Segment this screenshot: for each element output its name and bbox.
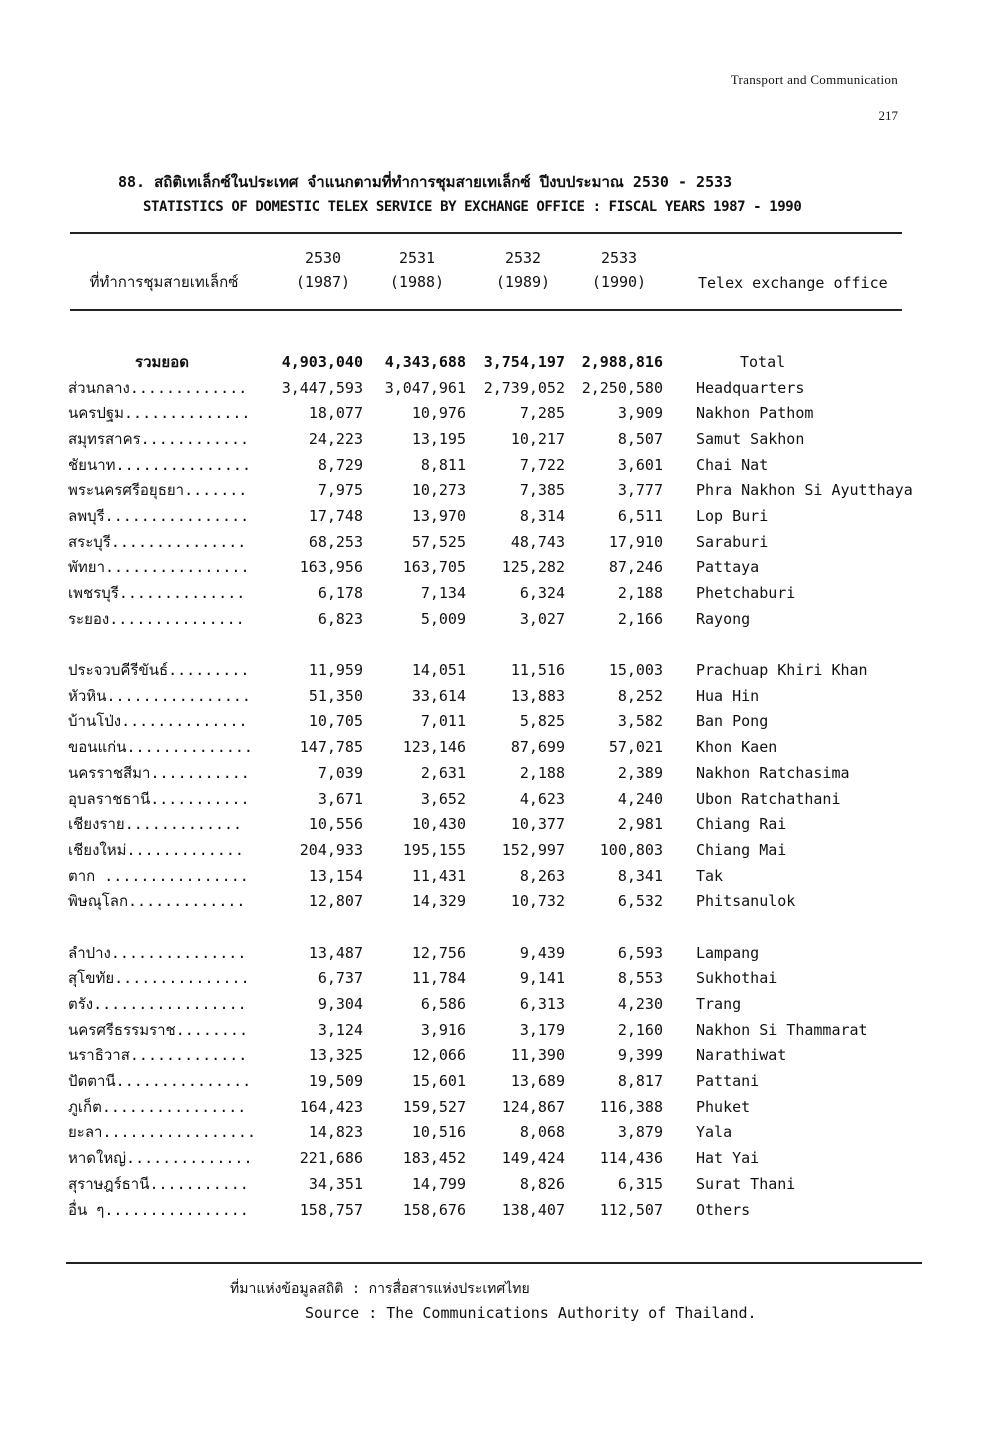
cell-english-office: Saraburi xyxy=(696,532,769,551)
col-header-thai: ที่ทำการชุมสายเทเล็กซ์ xyxy=(89,273,239,291)
cell-value-2: 13,970 xyxy=(411,506,466,525)
cell-value-1: 13,325 xyxy=(308,1046,363,1065)
cell-value-2: 3,916 xyxy=(420,1020,466,1039)
cell-english-office: Chiang Mai xyxy=(696,840,787,859)
cell-thai-office: ยะลา................. xyxy=(68,1123,256,1142)
top-rule xyxy=(70,232,902,234)
cell-value-4: 2,160 xyxy=(617,1020,663,1039)
cell-english-office: Trang xyxy=(696,995,742,1014)
bottom-rule xyxy=(66,1262,922,1264)
cell-value-2: 14,051 xyxy=(411,661,466,680)
cell-value-2: 2,631 xyxy=(420,763,466,782)
cell-value-3: 5,825 xyxy=(519,712,565,731)
cell-value-2: 8,811 xyxy=(420,455,466,474)
col-header-english: Telex exchange office xyxy=(698,274,888,292)
table-row xyxy=(58,503,980,529)
cell-value-2: 10,430 xyxy=(411,815,466,834)
cell-value-3: 8,826 xyxy=(519,1174,565,1193)
cell-value-2: 3,047,961 xyxy=(384,378,466,397)
table-title-english: STATISTICS OF DOMESTIC TELEX SERVICE BY EXCHANGE OFFICE : FISCAL YEARS 1987 - 1990 xyxy=(143,199,802,215)
cell-english-office: Sukhothai xyxy=(696,969,778,988)
cell-value-4: 2,988,816 xyxy=(581,352,663,371)
cell-english-office: Yala xyxy=(696,1123,733,1142)
cell-value-4: 3,601 xyxy=(617,455,663,474)
table-row xyxy=(58,991,980,1017)
table-row xyxy=(58,863,980,889)
cell-english-office: Total xyxy=(740,352,786,371)
cell-value-1: 147,785 xyxy=(299,738,363,757)
cell-value-3: 2,739,052 xyxy=(483,378,565,397)
cell-value-4: 100,803 xyxy=(599,840,663,859)
cell-value-2: 123,146 xyxy=(402,738,466,757)
cell-value-1: 51,350 xyxy=(308,686,363,705)
cell-value-4: 6,593 xyxy=(617,943,663,962)
cell-value-1: 158,757 xyxy=(299,1200,363,1219)
cell-value-3: 11,516 xyxy=(510,661,565,680)
cell-value-4: 8,341 xyxy=(617,866,663,885)
cell-value-4: 6,532 xyxy=(617,892,663,911)
cell-value-1: 12,807 xyxy=(308,892,363,911)
cell-thai-office: อุบลราชธานี........... xyxy=(68,789,250,808)
cell-english-office: Phetchaburi xyxy=(696,584,796,603)
cell-value-2: 12,756 xyxy=(411,943,466,962)
cell-english-office: Prachuap Khiri Khan xyxy=(696,661,868,680)
table-row xyxy=(58,657,980,683)
cell-value-1: 19,509 xyxy=(308,1072,363,1091)
cell-value-3: 8,314 xyxy=(519,506,565,525)
cell-value-3: 7,385 xyxy=(519,481,565,500)
cell-english-office: Phitsanulok xyxy=(696,892,796,911)
cell-thai-office: บ้านโป่ง.............. xyxy=(68,712,248,731)
cell-value-2: 7,134 xyxy=(420,584,466,603)
col-header-year-3: 2532 (1989) xyxy=(495,249,551,291)
cell-value-4: 2,188 xyxy=(617,584,663,603)
cell-value-3: 152,997 xyxy=(501,840,565,859)
cell-value-4: 114,436 xyxy=(599,1149,663,1168)
cell-value-3: 11,390 xyxy=(510,1046,565,1065)
cell-thai-office: ลพบุรี................ xyxy=(68,506,250,525)
cell-value-1: 204,933 xyxy=(299,840,363,859)
cell-value-3: 6,324 xyxy=(519,584,565,603)
cell-value-4: 17,910 xyxy=(608,532,663,551)
cell-thai-office: เชียงราย............. xyxy=(68,815,243,834)
cell-value-2: 14,799 xyxy=(411,1174,466,1193)
table-row xyxy=(58,529,980,555)
cell-value-4: 3,582 xyxy=(617,712,663,731)
cell-value-1: 68,253 xyxy=(308,532,363,551)
table-row xyxy=(58,709,980,735)
cell-value-3: 124,867 xyxy=(501,1097,565,1116)
cell-thai-office: ชัยนาท............... xyxy=(68,455,251,474)
cell-value-4: 116,388 xyxy=(599,1097,663,1116)
cell-value-1: 6,178 xyxy=(317,584,363,603)
cell-value-1: 17,748 xyxy=(308,506,363,525)
cell-value-2: 10,976 xyxy=(411,404,466,423)
total-row xyxy=(58,349,980,375)
table-row xyxy=(58,888,980,914)
cell-english-office: Nakhon Ratchasima xyxy=(696,763,850,782)
cell-thai-office: หัวหิน................ xyxy=(68,686,251,705)
table-row xyxy=(58,580,980,606)
cell-value-3: 149,424 xyxy=(501,1149,565,1168)
cell-value-1: 14,823 xyxy=(308,1123,363,1142)
cell-value-4: 4,230 xyxy=(617,995,663,1014)
cell-thai-office: พระนครศรีอยุธยา....... xyxy=(68,481,248,500)
cell-value-3: 7,285 xyxy=(519,404,565,423)
cell-value-4: 8,252 xyxy=(617,686,663,705)
cell-thai-office: หาดใหญ่.............. xyxy=(68,1149,253,1168)
cell-thai-office: สุโขทัย............... xyxy=(68,969,250,988)
cell-value-1: 164,423 xyxy=(299,1097,363,1116)
group-spacer xyxy=(58,914,980,940)
cell-english-office: Ubon Ratchathani xyxy=(696,789,841,808)
cell-value-1: 11,959 xyxy=(308,661,363,680)
cell-value-4: 8,507 xyxy=(617,429,663,448)
cell-thai-office: นครศรีธรรมราช........ xyxy=(68,1020,248,1039)
telex-table xyxy=(58,349,980,1222)
cell-value-2: 13,195 xyxy=(411,429,466,448)
cell-value-4: 3,909 xyxy=(617,404,663,423)
cell-value-4: 57,021 xyxy=(608,738,663,757)
table-row xyxy=(58,966,980,992)
cell-english-office: Pattaya xyxy=(696,558,760,577)
cell-value-4: 3,879 xyxy=(617,1123,663,1142)
cell-value-3: 8,068 xyxy=(519,1123,565,1142)
cell-value-3: 2,188 xyxy=(519,763,565,782)
cell-thai-office: ส่วนกลาง............. xyxy=(68,378,248,397)
cell-value-2: 10,273 xyxy=(411,481,466,500)
table-row xyxy=(58,375,980,401)
cell-english-office: Chai Nat xyxy=(696,455,769,474)
cell-value-1: 3,671 xyxy=(317,789,363,808)
cell-value-1: 6,737 xyxy=(317,969,363,988)
cell-value-1: 163,956 xyxy=(299,558,363,577)
cell-value-4: 2,389 xyxy=(617,763,663,782)
table-row xyxy=(58,683,980,709)
cell-value-1: 6,823 xyxy=(317,609,363,628)
cell-value-3: 13,883 xyxy=(510,686,565,705)
cell-value-1: 8,729 xyxy=(317,455,363,474)
cell-thai-office: รวมยอด xyxy=(135,352,189,371)
cell-value-1: 18,077 xyxy=(308,404,363,423)
table-row xyxy=(58,1094,980,1120)
cell-thai-office: สุราษฎร์ธานี........... xyxy=(68,1174,249,1193)
col-header-year-1: 2530 (1987) xyxy=(295,249,351,291)
table-row xyxy=(58,477,980,503)
cell-value-4: 15,003 xyxy=(608,661,663,680)
cell-thai-office: ภูเก็ต................ xyxy=(68,1097,247,1116)
cell-value-3: 3,754,197 xyxy=(483,352,565,371)
cell-english-office: Lop Buri xyxy=(696,506,769,525)
cell-english-office: Tak xyxy=(696,866,724,885)
cell-value-2: 14,329 xyxy=(411,892,466,911)
cell-value-2: 3,652 xyxy=(420,789,466,808)
cell-value-2: 11,784 xyxy=(411,969,466,988)
cell-value-4: 112,507 xyxy=(599,1200,663,1219)
table-row xyxy=(58,786,980,812)
cell-thai-office: อื่น ๆ................ xyxy=(68,1200,249,1219)
cell-thai-office: สมุทรสาคร............ xyxy=(68,429,250,448)
cell-value-1: 13,487 xyxy=(308,943,363,962)
cell-value-2: 12,066 xyxy=(411,1046,466,1065)
cell-value-4: 2,981 xyxy=(617,815,663,834)
cell-value-3: 6,313 xyxy=(519,995,565,1014)
cell-value-1: 3,124 xyxy=(317,1020,363,1039)
cell-english-office: Ban Pong xyxy=(696,712,769,731)
cell-thai-office: ประจวบคีรีขันธ์......... xyxy=(68,661,250,680)
cell-value-2: 159,527 xyxy=(402,1097,466,1116)
cell-value-4: 4,240 xyxy=(617,789,663,808)
cell-value-4: 8,817 xyxy=(617,1072,663,1091)
table-row xyxy=(58,1171,980,1197)
cell-english-office: Headquarters xyxy=(696,378,805,397)
cell-english-office: Rayong xyxy=(696,609,751,628)
cell-thai-office: พัทยา................ xyxy=(68,558,250,577)
cell-value-3: 10,377 xyxy=(510,815,565,834)
group-spacer xyxy=(58,632,980,658)
cell-value-2: 195,155 xyxy=(402,840,466,859)
source-english: Source : The Communications Authority of Thailand. xyxy=(305,1304,757,1322)
table-row xyxy=(58,400,980,426)
col-header-year-4: 2533 (1990) xyxy=(591,249,647,291)
table-row xyxy=(58,760,980,786)
cell-value-1: 34,351 xyxy=(308,1174,363,1193)
cell-english-office: Khon Kaen xyxy=(696,738,778,757)
cell-value-2: 10,516 xyxy=(411,1123,466,1142)
cell-thai-office: เพชรบุรี.............. xyxy=(68,584,246,603)
table-row xyxy=(58,426,980,452)
cell-value-2: 11,431 xyxy=(411,866,466,885)
table-row xyxy=(58,606,980,632)
table-row xyxy=(58,1197,980,1223)
cell-value-3: 9,141 xyxy=(519,969,565,988)
cell-thai-office: ขอนแก่น.............. xyxy=(68,738,253,757)
cell-thai-office: ระยอง............... xyxy=(68,609,245,628)
cell-english-office: Others xyxy=(696,1200,751,1219)
source-thai: ที่มาแห่งข้อมูลสถิติ : การสื่อสารแห่งประเทศไทย xyxy=(230,1281,530,1297)
cell-value-2: 57,525 xyxy=(411,532,466,551)
cell-english-office: Chiang Rai xyxy=(696,815,787,834)
table-title-thai: 88. สถิติเทเล็กซ์ในประเทศ จำแนกตามที่ทำการชุมสายเทเล็กซ์ ปีงบประมาณ 2530 - 2533 xyxy=(118,173,733,191)
cell-value-3: 48,743 xyxy=(510,532,565,551)
cell-value-2: 4,343,688 xyxy=(384,352,466,371)
cell-value-4: 2,250,580 xyxy=(581,378,663,397)
cell-value-3: 9,439 xyxy=(519,943,565,962)
col-header-year-2: 2531 (1988) xyxy=(389,249,445,291)
cell-value-1: 4,903,040 xyxy=(281,352,363,371)
cell-value-4: 8,553 xyxy=(617,969,663,988)
cell-english-office: Hua Hin xyxy=(696,686,760,705)
cell-value-3: 125,282 xyxy=(501,558,565,577)
cell-thai-office: ตรัง................. xyxy=(68,995,247,1014)
cell-value-4: 6,511 xyxy=(617,506,663,525)
table-row xyxy=(58,734,980,760)
cell-value-3: 10,217 xyxy=(510,429,565,448)
cell-value-3: 4,623 xyxy=(519,789,565,808)
table-row xyxy=(58,940,980,966)
cell-thai-office: สระบุรี............... xyxy=(68,532,247,551)
cell-english-office: Nakhon Si Thammarat xyxy=(696,1020,868,1039)
cell-value-1: 221,686 xyxy=(299,1149,363,1168)
table-row xyxy=(58,452,980,478)
cell-value-2: 5,009 xyxy=(420,609,466,628)
cell-value-4: 3,777 xyxy=(617,481,663,500)
cell-thai-office: พิษณุโลก............. xyxy=(68,892,246,911)
cell-value-2: 6,586 xyxy=(420,995,466,1014)
cell-value-4: 2,166 xyxy=(617,609,663,628)
cell-value-3: 7,722 xyxy=(519,455,565,474)
cell-english-office: Pattani xyxy=(696,1072,760,1091)
cell-value-2: 33,614 xyxy=(411,686,466,705)
page-number: 217 xyxy=(878,108,898,123)
cell-value-1: 7,039 xyxy=(317,763,363,782)
cell-value-3: 10,732 xyxy=(510,892,565,911)
table-row xyxy=(58,1017,980,1043)
table-row xyxy=(58,811,980,837)
cell-value-3: 3,179 xyxy=(519,1020,565,1039)
cell-english-office: Lampang xyxy=(696,943,760,962)
table-row xyxy=(58,837,980,863)
cell-thai-office: นครปฐม.............. xyxy=(68,404,251,423)
table-row xyxy=(58,1145,980,1171)
table-row xyxy=(58,1043,980,1069)
cell-value-3: 13,689 xyxy=(510,1072,565,1091)
cell-value-3: 3,027 xyxy=(519,609,565,628)
cell-value-3: 138,407 xyxy=(501,1200,565,1219)
cell-thai-office: ตาก ................ xyxy=(68,866,249,885)
cell-english-office: Samut Sakhon xyxy=(696,429,805,448)
cell-value-2: 15,601 xyxy=(411,1072,466,1091)
cell-thai-office: ลำปาง............... xyxy=(68,943,247,962)
cell-value-4: 9,399 xyxy=(617,1046,663,1065)
cell-english-office: Phra Nakhon Si Ayutthaya xyxy=(696,481,913,500)
cell-english-office: Phuket xyxy=(696,1097,751,1116)
cell-value-1: 7,975 xyxy=(317,481,363,500)
cell-value-2: 158,676 xyxy=(402,1200,466,1219)
cell-english-office: Surat Thani xyxy=(696,1174,796,1193)
cell-value-3: 8,263 xyxy=(519,866,565,885)
running-header: Transport and Communication xyxy=(730,72,898,87)
cell-english-office: Narathiwat xyxy=(696,1046,787,1065)
table-row xyxy=(58,1120,980,1146)
cell-value-4: 6,315 xyxy=(617,1174,663,1193)
cell-thai-office: นครราชสีมา........... xyxy=(68,763,250,782)
table-row xyxy=(58,555,980,581)
cell-value-1: 3,447,593 xyxy=(281,378,363,397)
table-row xyxy=(58,1068,980,1094)
cell-value-1: 13,154 xyxy=(308,866,363,885)
cell-value-3: 87,699 xyxy=(510,738,565,757)
cell-english-office: Hat Yai xyxy=(696,1149,760,1168)
cell-value-1: 24,223 xyxy=(308,429,363,448)
cell-value-1: 9,304 xyxy=(317,995,363,1014)
cell-value-2: 7,011 xyxy=(420,712,466,731)
cell-thai-office: เชียงใหม่............. xyxy=(68,840,244,859)
header-rule xyxy=(70,309,902,311)
cell-value-1: 10,705 xyxy=(308,712,363,731)
cell-english-office: Nakhon Pathom xyxy=(696,404,814,423)
cell-thai-office: ปัตตานี............... xyxy=(68,1072,252,1091)
cell-value-2: 183,452 xyxy=(402,1149,466,1168)
cell-value-4: 87,246 xyxy=(608,558,663,577)
cell-value-1: 10,556 xyxy=(308,815,363,834)
cell-value-2: 163,705 xyxy=(402,558,466,577)
cell-thai-office: นราธิวาส............. xyxy=(68,1046,248,1065)
